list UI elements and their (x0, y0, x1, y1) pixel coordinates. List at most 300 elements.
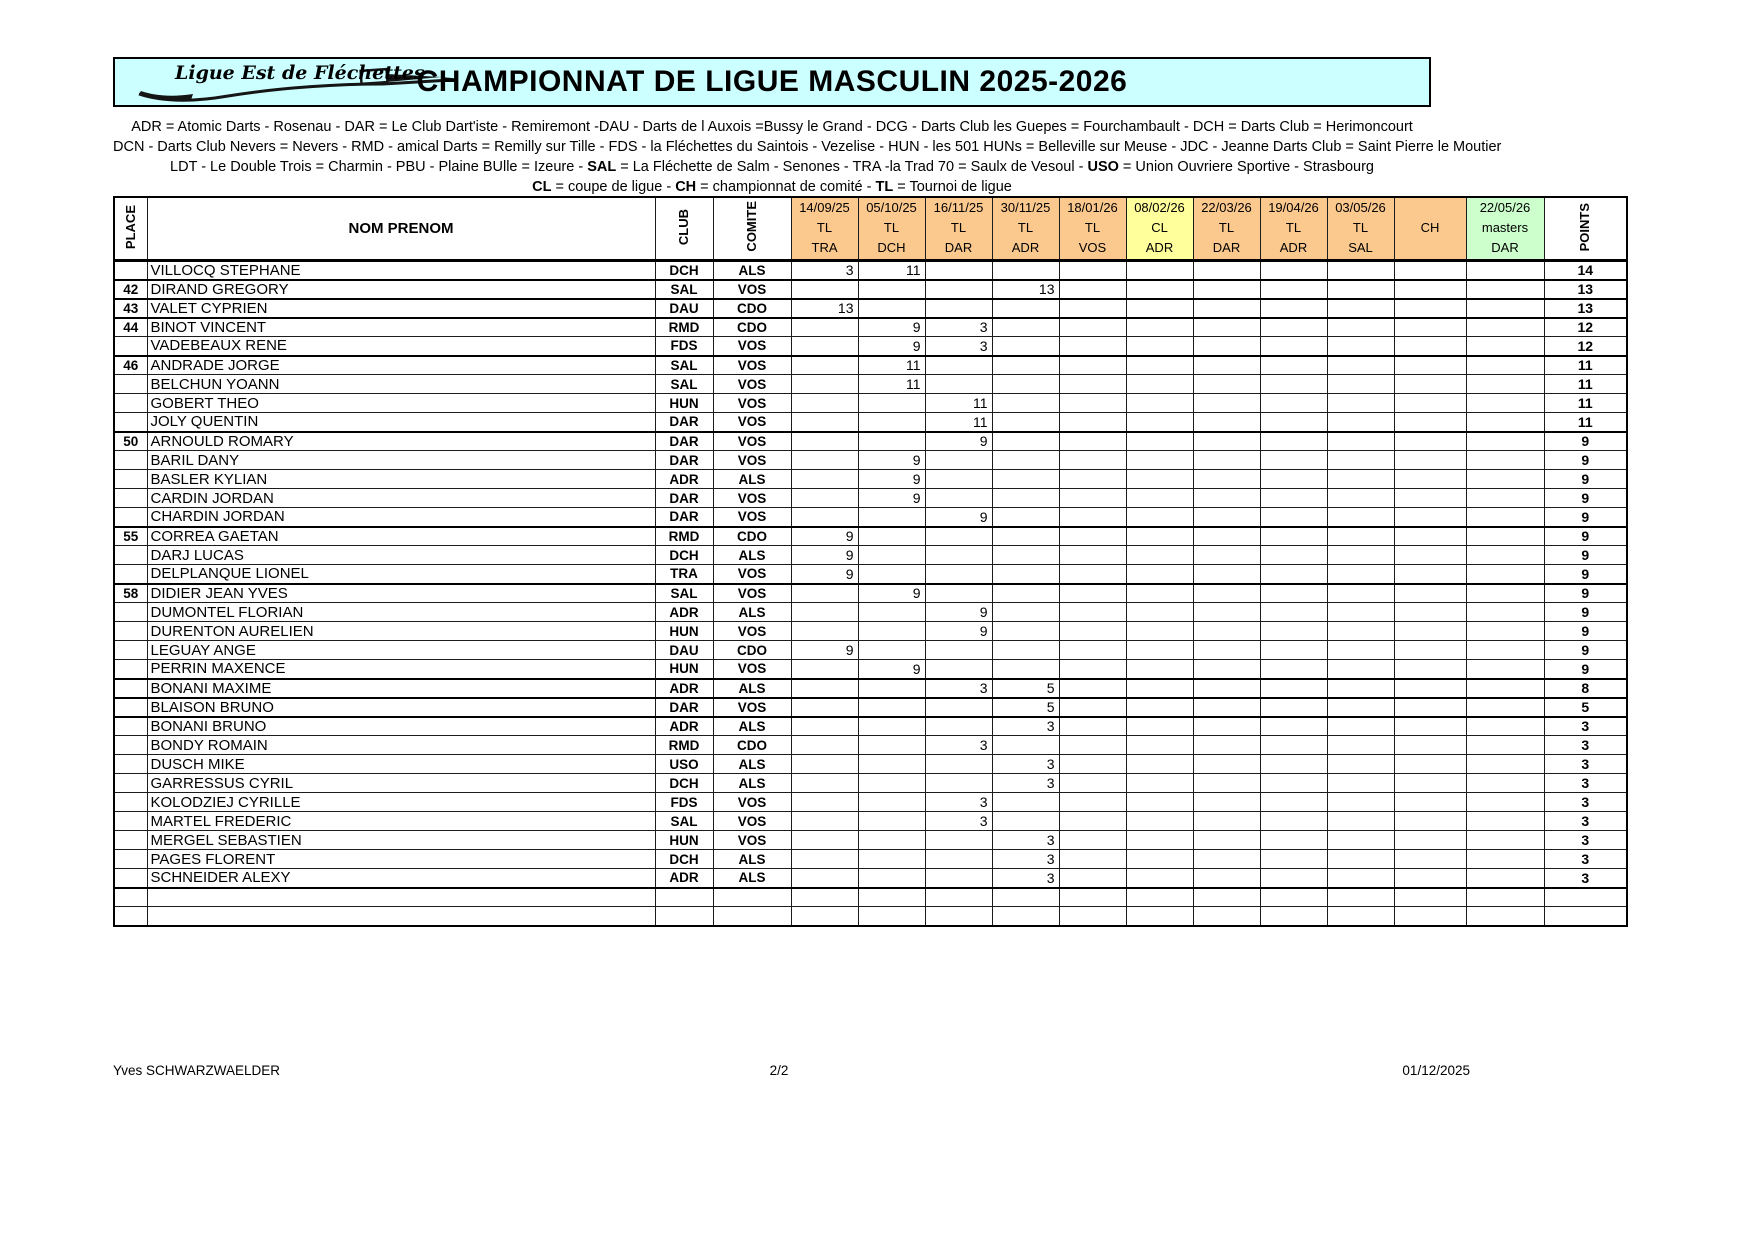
score-cell (1126, 622, 1193, 641)
score-cell (1327, 793, 1394, 812)
score-cell: 3 (992, 774, 1059, 793)
score-cell (1260, 774, 1327, 793)
score-cell (925, 565, 992, 584)
score-cell (1260, 432, 1327, 451)
score-cell (1394, 527, 1466, 546)
club-cell: HUN (655, 831, 713, 850)
place-cell (114, 641, 147, 660)
score-cell (992, 641, 1059, 660)
name-cell: GARRESSUS CYRIL (147, 774, 655, 793)
player-row (114, 470, 1627, 489)
player-row (114, 793, 1627, 812)
player-row (114, 432, 1627, 451)
score-cell (858, 850, 925, 869)
points-cell: 12 (1544, 337, 1627, 356)
score-cell (1466, 793, 1544, 812)
comite-label: COMITE (744, 201, 759, 253)
score-cell (1327, 527, 1394, 546)
comite-cell: VOS (713, 831, 791, 850)
score-cell (925, 584, 992, 603)
score-cell (1327, 280, 1394, 299)
score-cell (1466, 717, 1544, 736)
club-cell: DCH (655, 546, 713, 565)
comite-cell: CDO (713, 527, 791, 546)
event-host: ADR (1279, 240, 1308, 256)
score-cell: 11 (858, 375, 925, 394)
score-cell (1193, 907, 1260, 926)
player-row (114, 603, 1627, 622)
score-cell (1394, 812, 1466, 831)
score-cell (1260, 318, 1327, 337)
score-cell (1394, 508, 1466, 527)
score-cell (858, 679, 925, 698)
table-body (114, 260, 1627, 926)
score-cell (858, 432, 925, 451)
score-cell (1394, 831, 1466, 850)
score-cell (1327, 660, 1394, 679)
score-cell (1260, 260, 1327, 280)
name-cell: BONANI MAXIME (147, 679, 655, 698)
score-cell (791, 280, 858, 299)
score-cell (992, 489, 1059, 508)
score-cell (1193, 831, 1260, 850)
points-cell: 9 (1544, 565, 1627, 584)
score-cell (1466, 755, 1544, 774)
score-cell: 3 (992, 869, 1059, 888)
event-date: 22/05/26 (1479, 200, 1531, 216)
place-cell (114, 413, 147, 432)
score-cell: 9 (925, 622, 992, 641)
score-cell (1260, 888, 1327, 907)
col-header-event (1126, 197, 1193, 260)
club-cell: DAR (655, 413, 713, 432)
col-header-name: NOM PRENOM (147, 197, 655, 260)
name-cell: BONDY ROMAIN (147, 736, 655, 755)
score-cell: 3 (925, 736, 992, 755)
score-cell (1126, 812, 1193, 831)
score-cell (992, 451, 1059, 470)
points-cell: 9 (1544, 432, 1627, 451)
comite-cell: ALS (713, 774, 791, 793)
score-cell (791, 679, 858, 698)
club-cell: HUN (655, 660, 713, 679)
score-cell (1126, 413, 1193, 432)
name-cell: LEGUAY ANGE (147, 641, 655, 660)
points-cell: 5 (1544, 698, 1627, 717)
score-cell (1059, 793, 1126, 812)
score-cell (1059, 375, 1126, 394)
score-cell (1260, 508, 1327, 527)
player-row (114, 831, 1627, 850)
score-cell (1059, 508, 1126, 527)
club-cell: SAL (655, 584, 713, 603)
score-cell (1059, 736, 1126, 755)
club-cell: ADR (655, 603, 713, 622)
score-cell (1327, 603, 1394, 622)
points-cell: 11 (1544, 413, 1627, 432)
score-cell: 11 (925, 413, 992, 432)
points-cell: 3 (1544, 736, 1627, 755)
place-cell (114, 375, 147, 394)
score-cell (1466, 736, 1544, 755)
score-cell (1260, 812, 1327, 831)
club-cell: RMD (655, 736, 713, 755)
score-cell (1193, 432, 1260, 451)
score-cell (1193, 260, 1260, 280)
score-cell (858, 394, 925, 413)
score-cell (791, 755, 858, 774)
score-cell (1260, 394, 1327, 413)
score-cell (1193, 660, 1260, 679)
score-cell: 9 (791, 546, 858, 565)
score-cell (1466, 831, 1544, 850)
comite-cell: VOS (713, 622, 791, 641)
club-cell: DAR (655, 698, 713, 717)
comite-cell: ALS (713, 260, 791, 280)
score-cell (1260, 451, 1327, 470)
col-header-comite (713, 197, 791, 260)
comite-cell: VOS (713, 451, 791, 470)
score-cell: 9 (858, 660, 925, 679)
score-cell (1327, 356, 1394, 375)
event-type: masters (1481, 220, 1529, 236)
points-cell: 9 (1544, 660, 1627, 679)
club-cell: SAL (655, 812, 713, 831)
score-cell (1466, 356, 1544, 375)
name-cell: CORREA GAETAN (147, 527, 655, 546)
points-cell: 3 (1544, 831, 1627, 850)
comite-cell (713, 888, 791, 907)
place-cell: 50 (114, 432, 147, 451)
score-cell (1327, 831, 1394, 850)
name-cell: ARNOULD ROMARY (147, 432, 655, 451)
score-cell: 9 (858, 584, 925, 603)
event-type: CH (1420, 220, 1440, 236)
points-cell: 12 (1544, 318, 1627, 337)
header-banner (113, 57, 1431, 107)
event-host: DAR (944, 240, 973, 256)
score-cell (1059, 470, 1126, 489)
club-cell (655, 888, 713, 907)
score-cell (858, 888, 925, 907)
score-cell (1394, 755, 1466, 774)
score-cell (791, 318, 858, 337)
score-cell (992, 394, 1059, 413)
player-row (114, 641, 1627, 660)
score-cell (1260, 337, 1327, 356)
score-cell: 3 (791, 260, 858, 280)
name-cell: SCHNEIDER ALEXY (147, 869, 655, 888)
score-cell (1466, 394, 1544, 413)
player-row (114, 869, 1627, 888)
footer-author: Yves SCHWARZWAELDER (113, 1063, 281, 1078)
place-cell (114, 869, 147, 888)
score-cell (1466, 812, 1544, 831)
score-cell (858, 299, 925, 318)
col-header-event (1059, 197, 1126, 260)
standings-table (113, 196, 1628, 927)
score-cell (1193, 356, 1260, 375)
score-cell (1059, 622, 1126, 641)
place-cell (114, 698, 147, 717)
score-cell: 9 (858, 470, 925, 489)
score-cell (1466, 318, 1544, 337)
player-row (114, 565, 1627, 584)
score-cell (1327, 432, 1394, 451)
points-cell: 9 (1544, 527, 1627, 546)
score-cell (1394, 260, 1466, 280)
score-cell (1394, 432, 1466, 451)
score-cell (858, 698, 925, 717)
score-cell (791, 470, 858, 489)
score-cell (1193, 812, 1260, 831)
score-cell (992, 508, 1059, 527)
club-cell: SAL (655, 375, 713, 394)
score-cell (1327, 470, 1394, 489)
score-cell (1126, 432, 1193, 451)
legend-line: LDT - Le Double Trois = Charmin - PBU - Plaine BUlle = Izeure - SAL = La Fléchette de Salm - Senones - TRA -la Trad 70 = Saulx de Vesoul - USO = Union Ouvriere Sportive - Strasbourg (170, 159, 1374, 175)
score-cell (925, 641, 992, 660)
place-cell: 46 (114, 356, 147, 375)
score-cell (1126, 280, 1193, 299)
score-cell (1327, 869, 1394, 888)
score-cell (858, 622, 925, 641)
event-type: TL (1084, 220, 1101, 236)
col-header-event (791, 197, 858, 260)
score-cell (1466, 527, 1544, 546)
score-cell (791, 622, 858, 641)
score-cell (1466, 622, 1544, 641)
points-cell: 3 (1544, 869, 1627, 888)
club-cell (655, 907, 713, 926)
comite-cell: VOS (713, 375, 791, 394)
score-cell (1260, 375, 1327, 394)
col-header-points (1544, 197, 1627, 260)
score-cell: 3 (925, 679, 992, 698)
score-cell (1193, 394, 1260, 413)
score-cell (1394, 451, 1466, 470)
place-cell (114, 565, 147, 584)
score-cell (1394, 698, 1466, 717)
club-cell: DAR (655, 432, 713, 451)
footer-date: 01/12/2025 (1402, 1063, 1470, 1078)
score-cell (1126, 394, 1193, 413)
score-cell (1466, 299, 1544, 318)
event-type: TL (1017, 220, 1034, 236)
place-cell (114, 260, 147, 280)
name-cell: DIDIER JEAN YVES (147, 584, 655, 603)
comite-cell: VOS (713, 812, 791, 831)
event-date: 16/11/25 (933, 200, 984, 216)
score-cell (925, 299, 992, 318)
name-cell: BASLER KYLIAN (147, 470, 655, 489)
score-cell (1394, 584, 1466, 603)
player-row (114, 774, 1627, 793)
score-cell (1466, 888, 1544, 907)
page-footer (113, 1063, 1470, 1081)
score-cell (1466, 375, 1544, 394)
points-cell: 3 (1544, 812, 1627, 831)
score-cell (1394, 489, 1466, 508)
points-cell: 9 (1544, 584, 1627, 603)
comite-cell: ALS (713, 717, 791, 736)
score-cell (1466, 679, 1544, 698)
score-cell (1260, 679, 1327, 698)
score-cell (1466, 508, 1544, 527)
place-cell (114, 831, 147, 850)
name-cell: BINOT VINCENT (147, 318, 655, 337)
comite-cell: VOS (713, 337, 791, 356)
score-cell (1193, 850, 1260, 869)
comite-cell: VOS (713, 413, 791, 432)
score-cell (791, 432, 858, 451)
score-cell (1394, 413, 1466, 432)
col-header-event (1193, 197, 1260, 260)
club-cell: SAL (655, 280, 713, 299)
score-cell: 9 (858, 451, 925, 470)
score-cell (992, 888, 1059, 907)
score-cell (1394, 660, 1466, 679)
score-cell (1126, 470, 1193, 489)
score-cell (1126, 793, 1193, 812)
score-cell (1193, 888, 1260, 907)
event-date: 30/11/25 (1000, 200, 1051, 216)
event-host: VOS (1078, 240, 1107, 256)
score-cell (1260, 755, 1327, 774)
score-cell (858, 603, 925, 622)
name-cell (147, 907, 655, 926)
score-cell (791, 793, 858, 812)
points-cell: 13 (1544, 280, 1627, 299)
comite-cell (713, 907, 791, 926)
score-cell (1126, 508, 1193, 527)
score-cell (1394, 603, 1466, 622)
score-cell: 13 (791, 299, 858, 318)
score-cell (1327, 451, 1394, 470)
place-cell (114, 394, 147, 413)
page-title: CHAMPIONNAT DE LIGUE MASCULIN 2025-2026 (416, 65, 1128, 98)
score-cell (1193, 565, 1260, 584)
place-cell (114, 603, 147, 622)
comite-cell: ALS (713, 470, 791, 489)
score-cell (1126, 260, 1193, 280)
score-cell (791, 717, 858, 736)
score-cell (858, 774, 925, 793)
event-date: 03/05/26 (1335, 200, 1386, 216)
score-cell (858, 413, 925, 432)
name-cell: MERGEL SEBASTIEN (147, 831, 655, 850)
score-cell (1193, 641, 1260, 660)
legend-line: CL = coupe de ligue - CH = championnat de comité - TL = Tournoi de ligue (532, 179, 1012, 195)
score-cell (992, 603, 1059, 622)
score-cell (925, 375, 992, 394)
points-cell: 3 (1544, 774, 1627, 793)
event-date: 19/04/26 (1268, 200, 1319, 216)
club-cell: DAU (655, 299, 713, 318)
points-cell: 9 (1544, 622, 1627, 641)
legend-line: ADR = Atomic Darts - Rosenau - DAR = Le Club Dart'iste - Remiremont -DAU - Darts de l Auxois =Bussy le Grand - DCG - Darts Club les Guepes = Fourchambault - DCH = Darts Club = Herimoncourt (131, 119, 1413, 135)
score-cell (1126, 489, 1193, 508)
name-cell: DURENTON AURELIEN (147, 622, 655, 641)
score-cell (1260, 660, 1327, 679)
score-cell (1059, 432, 1126, 451)
points-cell (1544, 907, 1627, 926)
score-cell (1394, 318, 1466, 337)
score-cell (992, 812, 1059, 831)
score-cell (1193, 717, 1260, 736)
table-header (114, 197, 1627, 260)
place-cell: 55 (114, 527, 147, 546)
name-cell: MARTEL FREDERIC (147, 812, 655, 831)
score-cell (1260, 698, 1327, 717)
player-row (114, 584, 1627, 603)
score-cell (1126, 869, 1193, 888)
score-cell (1394, 717, 1466, 736)
club-legend (113, 117, 1502, 197)
club-cell: DCH (655, 260, 713, 280)
name-cell: GOBERT THEO (147, 394, 655, 413)
col-header-place (114, 197, 147, 260)
place-cell (114, 888, 147, 907)
score-cell (858, 641, 925, 660)
footer-page-number: 2/2 (769, 1063, 789, 1078)
player-row (114, 280, 1627, 299)
comite-cell: VOS (713, 432, 791, 451)
score-cell (1126, 318, 1193, 337)
comite-cell: ALS (713, 869, 791, 888)
event-type: TL (1285, 220, 1302, 236)
player-row (114, 527, 1627, 546)
score-cell (1193, 622, 1260, 641)
score-cell (1327, 774, 1394, 793)
comite-cell: VOS (713, 793, 791, 812)
score-cell (992, 299, 1059, 318)
score-cell (1126, 679, 1193, 698)
score-cell (1059, 603, 1126, 622)
score-cell (1193, 736, 1260, 755)
score-cell (1466, 850, 1544, 869)
score-cell (1193, 793, 1260, 812)
score-cell (992, 565, 1059, 584)
score-cell (1327, 565, 1394, 584)
score-cell (925, 527, 992, 546)
score-cell (1126, 527, 1193, 546)
event-date: 18/01/26 (1067, 200, 1118, 216)
score-cell (925, 470, 992, 489)
player-row (114, 337, 1627, 356)
score-cell: 5 (992, 679, 1059, 698)
score-cell (992, 584, 1059, 603)
score-cell (1466, 260, 1544, 280)
event-type: CL (1151, 220, 1168, 236)
score-cell (992, 413, 1059, 432)
score-cell (1260, 641, 1327, 660)
score-cell: 3 (925, 318, 992, 337)
place-cell (114, 736, 147, 755)
score-cell (858, 755, 925, 774)
comite-cell: VOS (713, 489, 791, 508)
comite-cell: VOS (713, 356, 791, 375)
score-cell (791, 413, 858, 432)
name-cell: BLAISON BRUNO (147, 698, 655, 717)
comite-cell: VOS (713, 584, 791, 603)
place-cell (114, 850, 147, 869)
score-cell (858, 831, 925, 850)
score-cell (1394, 394, 1466, 413)
score-cell (1394, 470, 1466, 489)
score-cell (858, 280, 925, 299)
score-cell (1466, 584, 1544, 603)
